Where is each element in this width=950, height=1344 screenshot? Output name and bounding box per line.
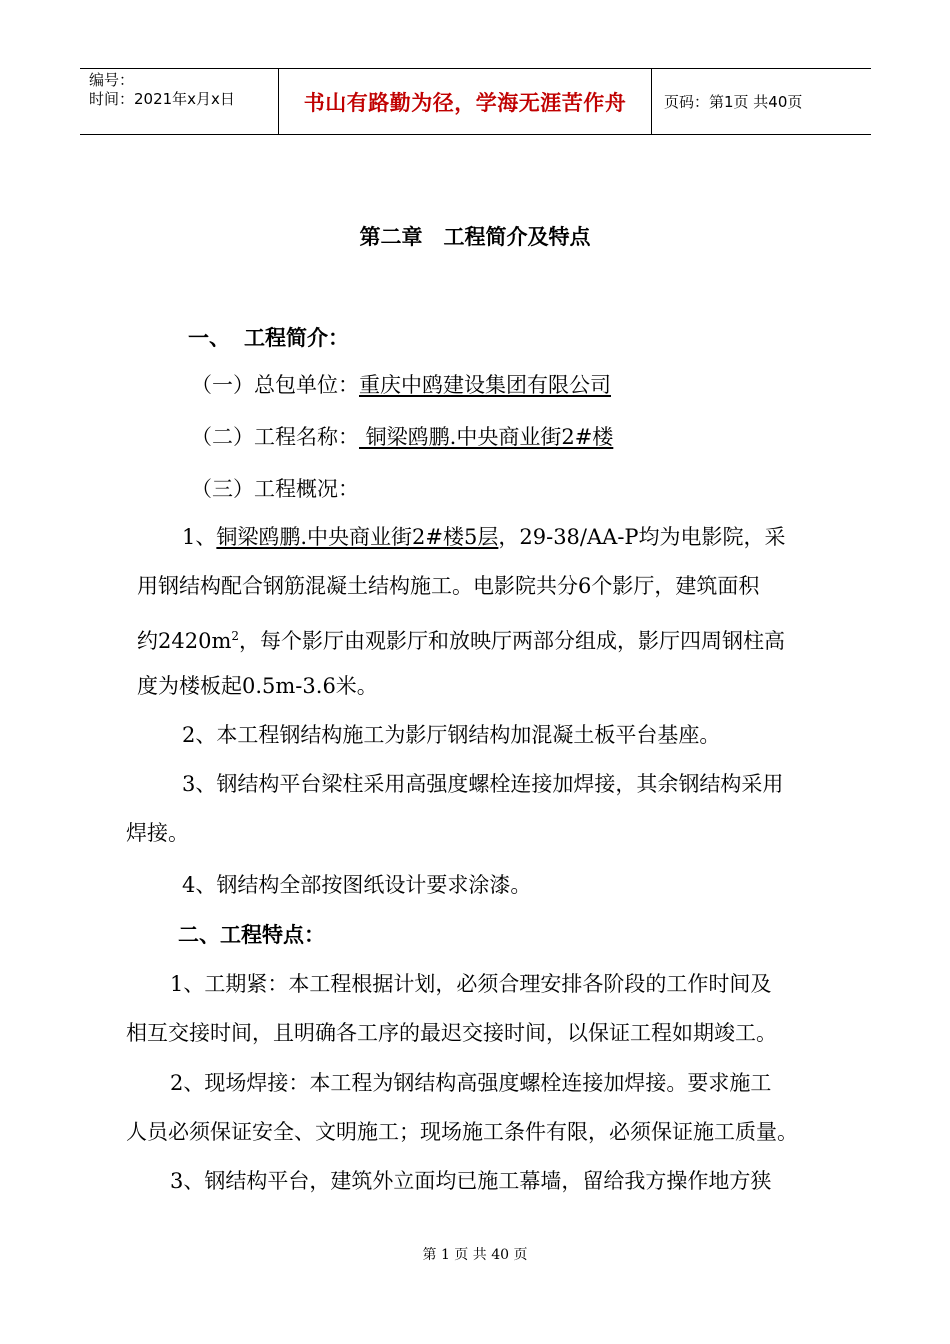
project-name-label: （二）工程名称： <box>191 425 359 449</box>
overview-p3-line2: 焊接。 <box>126 821 189 845</box>
overview-p1-rest: ，29-38/AA-P均为电影院，采 <box>498 525 786 549</box>
document-header <box>80 68 871 135</box>
header-page-info: 页码：第1页 共40页 <box>664 93 803 111</box>
feature-p2-line1: 2、现场焊接：本工程为钢结构高强度螺栓连接加焊接。要求施工 <box>170 1071 772 1095</box>
area-value: 约2420m <box>137 629 232 653</box>
page-footer: 第 1 页 共 40 页 <box>422 1247 528 1263</box>
area-superscript: 2 <box>231 629 239 643</box>
feature-p2-line2: 人员必须保证安全、文明施工；现场施工条件有限，必须保证施工质量。 <box>126 1120 798 1144</box>
overview-p2: 2、本工程钢结构施工为影厅钢结构加混凝土板平台基座。 <box>182 723 721 747</box>
overview-p1-line4: 度为楼板起0.5m-3.6米。 <box>137 674 378 698</box>
overview-p1-prefix: 1、 <box>182 525 217 549</box>
project-name-line <box>191 422 613 452</box>
overview-p1-line2: 用钢结构配合钢筋混凝土结构施工。电影院共分6个影厅，建筑面积 <box>137 574 760 598</box>
header-meta <box>80 69 279 134</box>
overview-p1-line3-rest: ，每个影厅由观影厅和放映厅两部分组成，影厅四周钢柱高 <box>239 629 785 653</box>
section1-heading: 工程简介： <box>244 326 349 350</box>
project-overview-label: （三）工程概况： <box>191 477 359 501</box>
doc-date: 时间：2021年x月x日 <box>89 90 235 108</box>
doc-number-label: 编号： <box>89 71 135 89</box>
overview-p3-line1: 3、钢结构平台梁柱采用高强度螺栓连接加焊接，其余钢结构采用 <box>182 772 784 796</box>
overview-p1-underlined: 铜梁鸥鹏.中央商业街2#楼5层 <box>216 525 499 549</box>
overview-p4: 4、钢结构全部按图纸设计要求涂漆。 <box>182 873 532 897</box>
section2-heading: 二、工程特点： <box>178 923 325 947</box>
section1-heading-number: 一、 <box>188 326 230 350</box>
feature-p1-line1: 1、工期紧：本工程根据计划，必须合理安排各阶段的工作时间及 <box>170 972 772 996</box>
chapter-title: 第二章 工程简介及特点 <box>359 225 591 249</box>
feature-p3-line1: 3、钢结构平台，建筑外立面均已施工幕墙，留给我方操作地方狭 <box>170 1169 772 1193</box>
project-name-value: 铜梁鸥鹏.中央商业街2#楼 <box>359 425 614 449</box>
general-contractor-line <box>191 370 611 400</box>
feature-p1-line2: 相互交接时间，且明确各工序的最迟交接时间，以保证工程如期竣工。 <box>126 1021 777 1045</box>
general-contractor-label: （一）总包单位： <box>191 373 359 397</box>
header-motto: 书山有路勤为径，学海无涯苦作舟 <box>279 69 652 134</box>
overview-p1-line1 <box>182 522 786 552</box>
general-contractor-value: 重庆中鸥建设集团有限公司 <box>359 373 611 397</box>
overview-p1-line3 <box>137 621 785 656</box>
